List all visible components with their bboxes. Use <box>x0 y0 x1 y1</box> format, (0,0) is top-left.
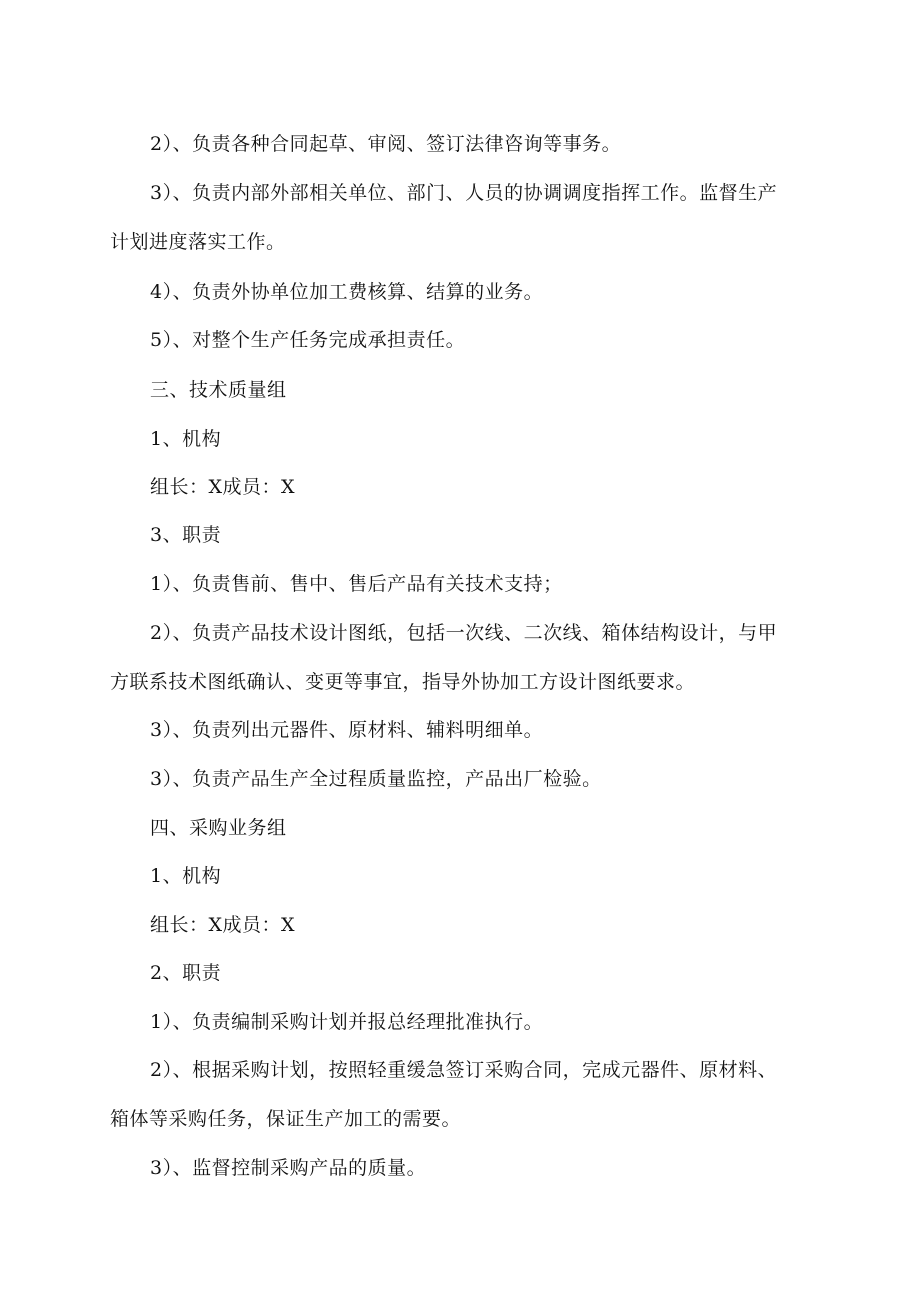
section-heading: 三、技术质量组 <box>150 379 287 401</box>
subsection-heading: 3、职责 <box>150 524 222 546</box>
paragraph-line: 2）、负责各种合同起草、审阅、签订法律咨询等事务。 <box>150 133 622 155</box>
subsection-heading: 2、职责 <box>150 962 222 984</box>
paragraph-line: 5）、对整个生产任务完成承担责任。 <box>150 329 466 351</box>
paragraph-line: 箱体等采购任务，保证生产加工的需要。 <box>110 1108 462 1130</box>
paragraph-line: 2）、负责产品技术设计图纸，包括一次线、二次线、箱体结构设计，与甲 <box>150 622 778 644</box>
subsection-heading: 1、机构 <box>150 428 222 450</box>
section-heading: 四、采购业务组 <box>150 817 287 839</box>
paragraph-line: 3）、负责产品生产全过程质量监控，产品出厂检验。 <box>150 768 602 790</box>
paragraph-line: 组长：X成员：X <box>150 914 296 936</box>
paragraph-line: 1）、负责编制采购计划并报总经理批准执行。 <box>150 1011 544 1033</box>
paragraph-line: 4）、负责外协单位加工费核算、结算的业务。 <box>150 281 544 303</box>
paragraph-line: 2）、根据采购计划，按照轻重缓急签订采购合同，完成元器件、原材料、 <box>150 1059 778 1081</box>
paragraph-line: 组长：X成员：X <box>150 476 296 498</box>
paragraph-line: 方联系技术图纸确认、变更等事宜，指导外协加工方设计图纸要求。 <box>110 671 696 693</box>
paragraph-line: 3）、监督控制采购产品的质量。 <box>150 1157 427 1179</box>
paragraph-line: 1）、负责售前、售中、售后产品有关技术支持； <box>150 573 563 595</box>
subsection-heading: 1、机构 <box>150 865 222 887</box>
paragraph-line: 3）、负责列出元器件、原材料、辅料明细单。 <box>150 719 544 741</box>
paragraph-line: 3）、负责内部外部相关单位、部门、人员的协调调度指挥工作。监督生产 <box>150 182 778 204</box>
paragraph-line: 计划进度落实工作。 <box>110 231 286 253</box>
